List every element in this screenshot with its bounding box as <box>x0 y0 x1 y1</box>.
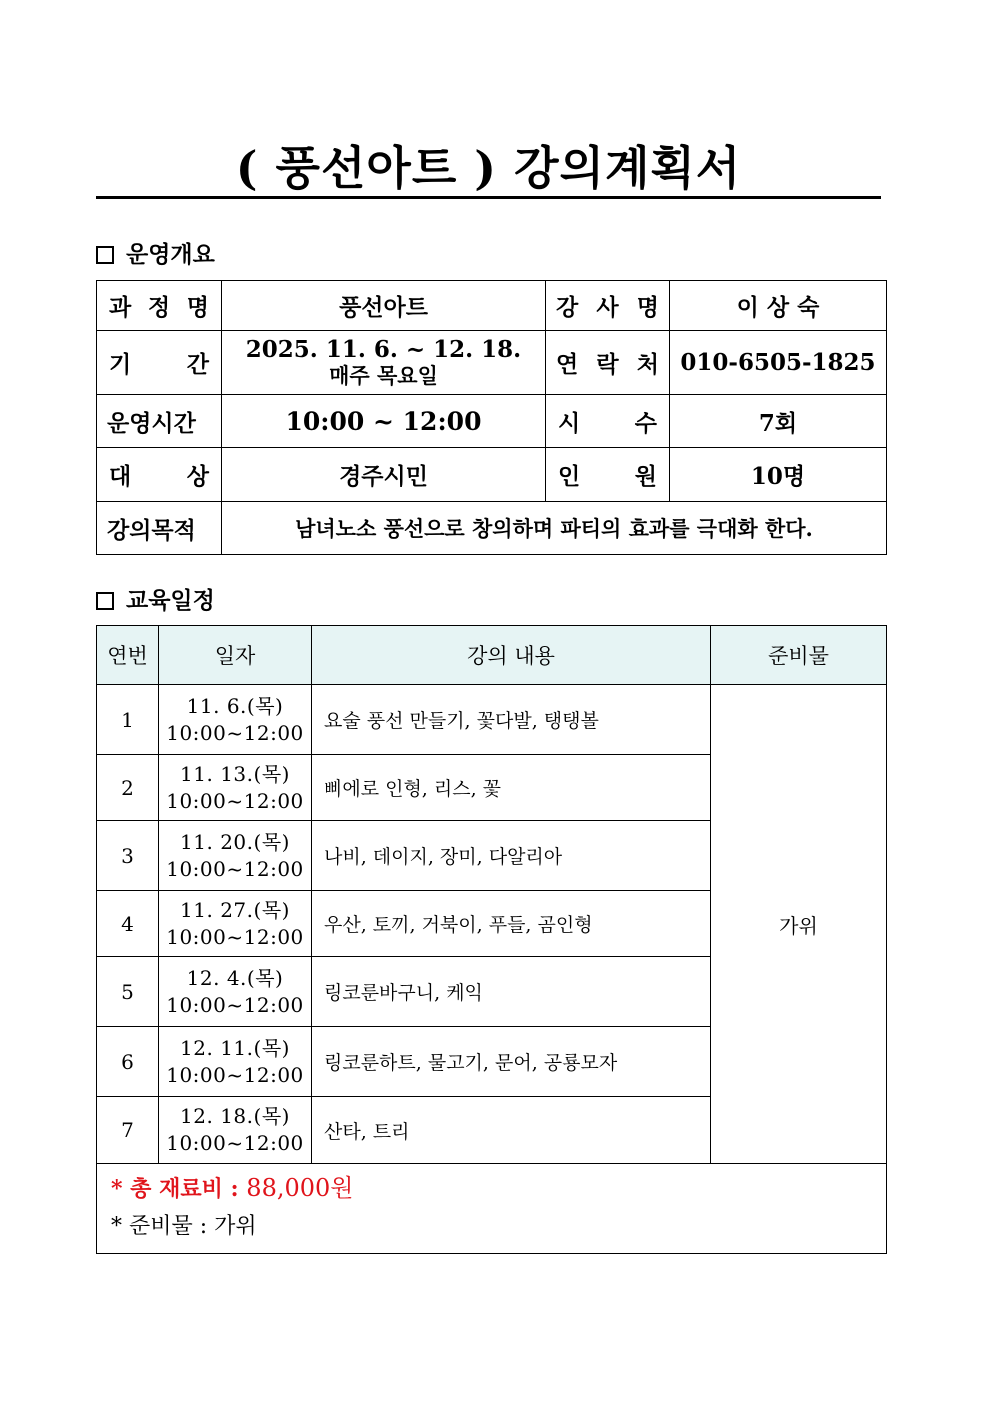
overview-row-course <box>97 281 887 331</box>
table-row <box>97 685 887 755</box>
total-cost-prefix: * 총 재료비 : <box>111 1176 239 1202</box>
row-time: 10:00~12:00 <box>166 992 304 1017</box>
section-schedule-heading <box>96 586 215 616</box>
section-overview-heading <box>96 240 215 270</box>
row-time: 10:00~12:00 <box>166 1062 304 1087</box>
total-cost-line <box>111 1170 872 1208</box>
purpose-label: 강의목적 <box>97 502 222 555</box>
row-date: 12. 4.(목) <box>186 965 284 990</box>
period-weekday: 매주 목요일 <box>329 362 438 388</box>
row-date-cell <box>159 755 312 821</box>
prep-note-line: * 준비물 : 가위 <box>111 1214 257 1239</box>
row-number: 1 <box>97 685 159 755</box>
course-label-cell: 과 정 명 <box>97 281 222 331</box>
row-date: 12. 18.(목) <box>180 1104 290 1128</box>
row-content: 나비, 데이지, 장미, 다알리아 <box>312 821 711 891</box>
people-label-cell: 인 원 <box>546 448 670 502</box>
row-date: 11. 27.(목) <box>180 897 290 922</box>
period-value-cell <box>222 331 546 395</box>
purpose-value: 남녀노소 풍선으로 창의하며 파티의 효과를 극대화 한다. <box>222 502 887 555</box>
row-date-cell <box>159 957 312 1027</box>
row-content: 링코룬바구니, 케익 <box>312 957 711 1027</box>
overview-row-target <box>97 448 887 502</box>
period-dates: 2025. 11. 6. ~ 12. 18. <box>245 335 522 363</box>
people-value: 10명 <box>670 448 887 502</box>
overview-row-purpose <box>97 502 887 555</box>
title-underline <box>96 196 881 199</box>
row-content: 산타, 트리 <box>312 1097 711 1164</box>
row-number: 4 <box>97 891 159 957</box>
row-date: 11. 13.(목) <box>180 761 290 786</box>
sessions-label-cell: 시 수 <box>546 395 670 448</box>
hours-value: 10:00 ~ 12:00 <box>222 395 546 448</box>
course-value: 풍선아트 <box>222 281 546 331</box>
row-content: 요술 풍선 만들기, 꽃다발, 탱탱볼 <box>312 685 711 755</box>
contact-value: 010-6505-1825 <box>670 331 887 395</box>
row-date-cell <box>159 685 312 755</box>
row-content: 링코룬하트, 물고기, 문어, 공룡모자 <box>312 1027 711 1097</box>
row-date-cell <box>159 1027 312 1097</box>
overview-row-period <box>97 331 887 395</box>
header-date: 일자 <box>159 626 312 685</box>
instructor-value: 이 상 숙 <box>670 281 887 331</box>
schedule-footer <box>97 1164 887 1254</box>
row-number: 2 <box>97 755 159 821</box>
period-label-cell: 기 간 <box>97 331 222 395</box>
hours-label: 운영시간 <box>97 395 222 448</box>
contact-label-cell: 연 락 처 <box>546 331 670 395</box>
schedule-footer-row <box>97 1164 887 1254</box>
checkbox-square-icon <box>96 246 114 264</box>
section-overview-label: 운영개요 <box>126 241 215 268</box>
row-date: 12. 11.(목) <box>180 1035 290 1060</box>
row-date-cell <box>159 821 312 891</box>
target-label-cell: 대 상 <box>97 448 222 502</box>
instructor-label-cell: 강 사 명 <box>546 281 670 331</box>
row-time: 10:00~12:00 <box>166 720 304 745</box>
document-title: ( 풍선아트 ) 강의계획서 <box>235 141 742 195</box>
prep-value: 가위 <box>711 685 887 1164</box>
row-number: 5 <box>97 957 159 1027</box>
row-date: 11. 20.(목) <box>180 829 290 854</box>
row-number: 6 <box>97 1027 159 1097</box>
sessions-value: 7회 <box>670 395 887 448</box>
row-date-cell <box>159 891 312 957</box>
header-prep: 준비물 <box>711 626 887 685</box>
section-schedule-label: 교육일정 <box>126 587 215 614</box>
target-value: 경주시민 <box>222 448 546 502</box>
row-date: 11. 6.(목) <box>186 693 284 718</box>
overview-table <box>96 280 887 555</box>
row-time: 10:00~12:00 <box>166 1131 304 1155</box>
row-number: 7 <box>97 1097 159 1164</box>
overview-row-hours <box>97 395 887 448</box>
row-time: 10:00~12:00 <box>166 856 304 881</box>
header-content: 강의 내용 <box>312 626 711 685</box>
row-date-cell <box>159 1097 312 1164</box>
row-number: 3 <box>97 821 159 891</box>
row-content: 우산, 토끼, 거북이, 푸들, 곰인형 <box>312 891 711 957</box>
row-content: 삐에로 인형, 리스, 꽃 <box>312 755 711 821</box>
total-cost-amount: 88,000원 <box>246 1174 354 1202</box>
schedule-table <box>96 625 887 1254</box>
schedule-header-row <box>97 626 887 685</box>
checkbox-square-icon <box>96 592 114 610</box>
header-no: 연번 <box>97 626 159 685</box>
row-time: 10:00~12:00 <box>166 788 304 813</box>
row-time: 10:00~12:00 <box>166 924 304 949</box>
